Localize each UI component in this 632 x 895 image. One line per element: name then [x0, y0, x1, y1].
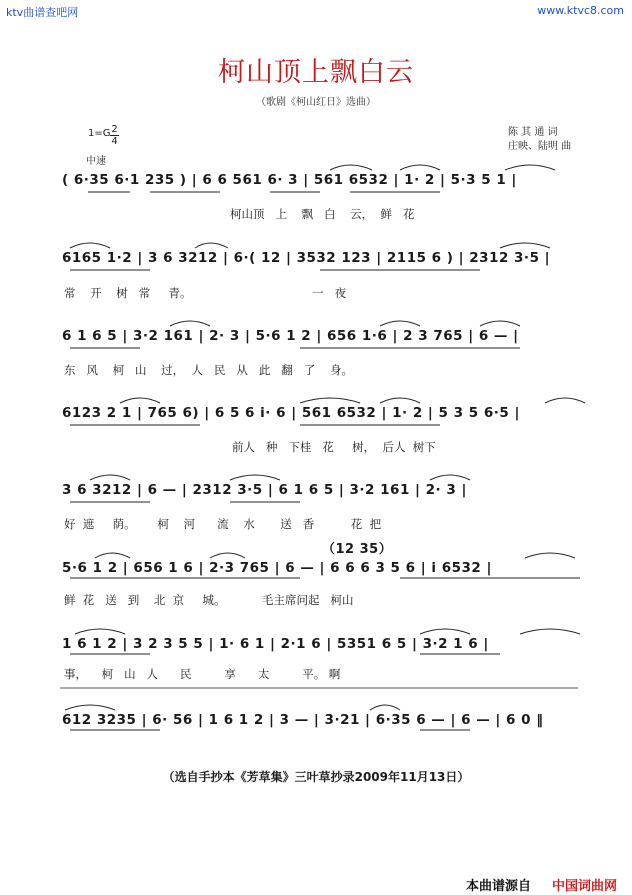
lyricist-role: 词	[547, 127, 558, 138]
slur	[370, 705, 400, 710]
lyrics-row-1: 柯山顶 上 飘 白 云， 鲜 花	[230, 207, 415, 221]
slur	[420, 629, 470, 634]
slur	[65, 705, 115, 710]
notation-row-2: 6165 1·2 | 3 6 3212 | 6·( 12 | 3532 123 | 2115 6 ) | 2312 3·5 |	[62, 250, 551, 266]
slur	[195, 243, 228, 248]
notation-row-3: 6 1 6 5 | 3·2 161 | 2· 3 | 5·6 1 2 | 656 1·6 | 2 3 765 | 6 — |	[62, 328, 519, 344]
slur	[380, 398, 420, 403]
slur	[300, 398, 360, 403]
slur	[230, 475, 280, 480]
meter-top: 2	[111, 124, 118, 135]
slur	[520, 629, 580, 634]
lyrics-row-4: 前人 种 下桂 花 树， 后人 树下	[232, 440, 436, 454]
source-note: （选自手抄本《芳草集》三叶草抄录2009年11月13日）	[162, 770, 470, 784]
interlude-notation: （12 35）	[322, 542, 393, 557]
slur	[500, 243, 550, 248]
lyrics-row-2: 常 开 树 常 青。 一 夜	[64, 286, 347, 300]
meter-bottom: 4	[111, 136, 118, 147]
slur	[330, 165, 372, 170]
slur	[525, 553, 575, 558]
notation-row-1: ( 6·35 6·1 235 ) | 6 6 561 6· 3 | 561 6532 | 1· 2 | 5·3 5 1 |	[62, 172, 517, 188]
lyrics-row-6: 鲜 花 送 到 北 京 城。 毛主席问起 柯山	[64, 593, 354, 607]
source-site[interactable]: 中国词曲网	[552, 879, 618, 894]
key-signature: 1=G	[88, 128, 111, 139]
notation-row-4: 6123 2 1 | 765 6) | 6 5 6 i· 6 | 561 6532 | 1· 2 | 5 3 5 6·5 |	[62, 405, 520, 421]
notation-row-6: 5·6 1 2 | 656 1 6 | 2·3 765 | 6 — | 6 6 6 3 5 6 | i 6532 |	[62, 560, 492, 576]
song-title: 柯山顶上飘白云	[218, 57, 414, 88]
watermark-left: ktv曲谱查吧网	[6, 6, 79, 19]
lyrics-row-5: 好 遮 荫。 柯 河 流 水 送 香 花 把	[64, 517, 382, 531]
composer-role: 曲	[561, 141, 572, 152]
slur	[75, 629, 125, 634]
lyrics-row-3: 东 风 柯 山 过， 人 民 从 此 翻 了 身。	[64, 363, 353, 377]
tempo-marking: 中速	[86, 156, 106, 167]
beat-underlines	[70, 192, 580, 730]
song-subtitle: （歌剧《柯山红日》选曲）	[256, 97, 376, 108]
watermark-right: www.ktvc8.com	[537, 4, 624, 17]
slur	[120, 398, 160, 403]
notation-row-7: 1 6 1 2 | 3 2 3 5 5 | 1· 6 1 | 2·1 6 | 5351 6 5 | 3·2 1 6 |	[62, 636, 489, 652]
lyricist-names: 陈 其 通	[508, 127, 545, 138]
slur	[210, 553, 245, 558]
slur	[400, 165, 440, 170]
slur	[170, 321, 210, 326]
slur	[430, 475, 470, 480]
notation-row-5: 3 6 3212 | 6 — | 2312 3·5 | 6 1 6 5 | 3·2 161 | 2· 3 |	[62, 482, 467, 498]
lyrics-row-7: 事， 柯 山 人 民 享 太 平。 啊	[64, 667, 341, 681]
slur	[95, 553, 130, 558]
slur	[545, 398, 585, 403]
slur	[70, 243, 110, 248]
slur	[505, 165, 555, 170]
source-label: 本曲谱源自	[466, 879, 532, 894]
slur	[380, 321, 420, 326]
slur	[90, 475, 130, 480]
notation-row-8: 612 3235 | 6· 56 | 1 6 1 2 | 3 — | 3·21 | 6·35 6 — | 6 — | 6 0 ‖	[62, 712, 544, 728]
composer-names: 庄映、陆明	[508, 141, 558, 152]
slur	[480, 321, 520, 326]
slur-marks	[65, 165, 585, 710]
